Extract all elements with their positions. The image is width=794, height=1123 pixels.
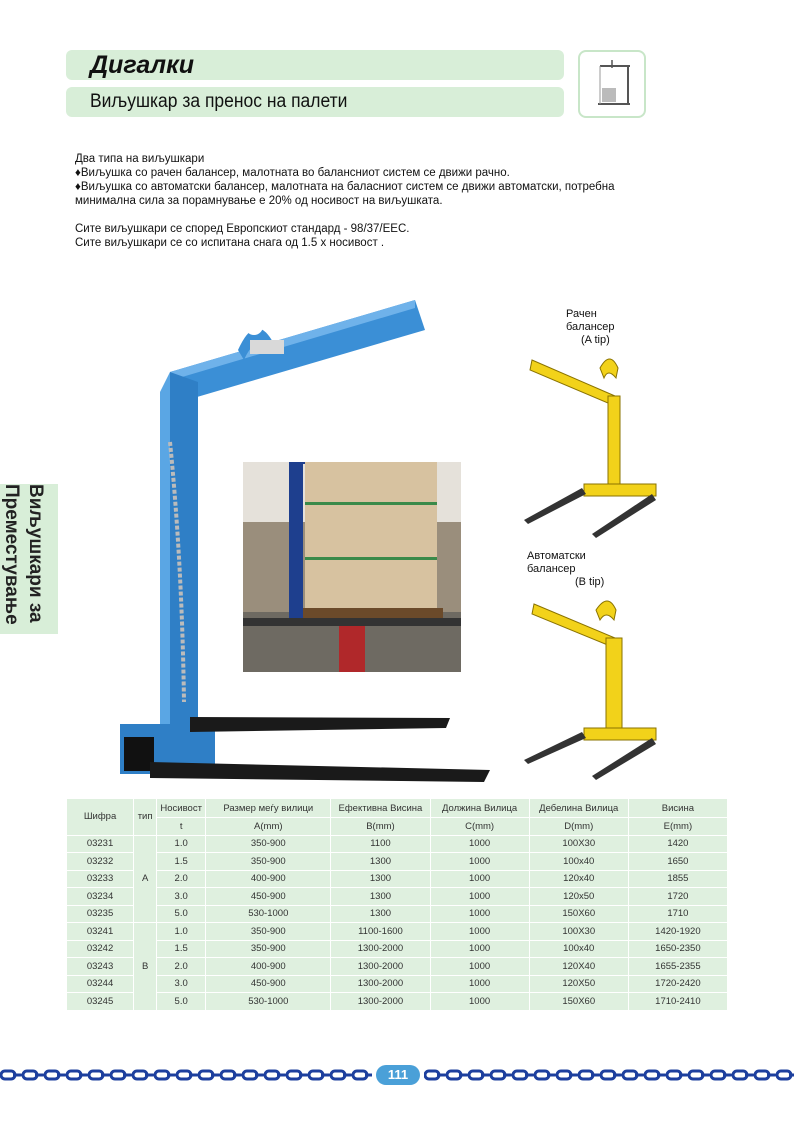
- side-tab-line2: Преместување: [1, 484, 22, 625]
- table-row: [67, 853, 727, 870]
- cell: 2.0: [157, 871, 205, 888]
- col-header-type: тип: [134, 799, 156, 835]
- spec-table: [66, 798, 728, 1011]
- cell: 1650: [629, 853, 727, 870]
- cell: 120X40: [530, 958, 628, 975]
- unit-cell: D(mm): [530, 818, 628, 835]
- table-row: [67, 976, 727, 993]
- title-band: [66, 50, 564, 80]
- table-header-row: [67, 799, 727, 817]
- table-row: [67, 923, 727, 940]
- col-header-height: Висина: [629, 799, 727, 817]
- cell-code: 03231: [67, 836, 133, 853]
- cell-code: 03242: [67, 941, 133, 958]
- caption-b: [527, 550, 604, 589]
- cell: 100x40: [530, 853, 628, 870]
- cell: 1720: [629, 888, 727, 905]
- cell: 1100-1600: [331, 923, 429, 940]
- cell: 1300: [331, 906, 429, 923]
- caption-a: [566, 308, 615, 347]
- cell: 1000: [431, 836, 529, 853]
- cell: 400-900: [206, 871, 330, 888]
- yellow-fork-b-image: [520, 594, 670, 784]
- crane-thumbnail-icon: [578, 50, 646, 118]
- unit-cell: C(mm): [431, 818, 529, 835]
- col-header-effective-height: Ефективна Висина: [331, 799, 429, 817]
- unit-cell: E(mm): [629, 818, 727, 835]
- cell-type-b: B: [134, 923, 156, 1010]
- yellow-fork-a-image: [520, 348, 670, 538]
- cell: 1000: [431, 923, 529, 940]
- subtitle-band: [66, 87, 564, 117]
- table-row: [67, 871, 727, 888]
- cell: 1000: [431, 993, 529, 1010]
- cell: 3.0: [157, 888, 205, 905]
- caption-a-line1: Рачен: [566, 308, 597, 320]
- cell: 1300-2000: [331, 958, 429, 975]
- page-title: Дигалки: [90, 51, 195, 79]
- intro-line: Два типа на виљушкари: [75, 153, 205, 165]
- cell: 1300-2000: [331, 976, 429, 993]
- cell: 1420-1920: [629, 923, 727, 940]
- cell: 2.0: [157, 958, 205, 975]
- cell-code: 03243: [67, 958, 133, 975]
- col-header-fork-spread: Размер мeѓу вилици: [206, 799, 330, 817]
- cell-code: 03241: [67, 923, 133, 940]
- caption-b-line3: (B tip): [575, 576, 605, 588]
- cell: 1420: [629, 836, 727, 853]
- side-tab-text: [0, 484, 58, 664]
- cell: 100X30: [530, 923, 628, 940]
- cell: 150X60: [530, 906, 628, 923]
- chain-left-decoration: [0, 1067, 372, 1083]
- cell: 5.0: [157, 906, 205, 923]
- cell: 1655-2355: [629, 958, 727, 975]
- table-row: [67, 958, 727, 975]
- cell-code: 03234: [67, 888, 133, 905]
- cell: 1720-2420: [629, 976, 727, 993]
- cell: 120X50: [530, 976, 628, 993]
- cell-code: 03233: [67, 871, 133, 888]
- cell-type-a: A: [134, 836, 156, 923]
- pallet-photo: [243, 462, 461, 672]
- cell: 1.5: [157, 941, 205, 958]
- cell: 1300: [331, 853, 429, 870]
- cell: 150X60: [530, 993, 628, 1010]
- intro-line: минимална сила за порамнување е 20% од носивост на виљушката.: [75, 195, 443, 207]
- unit-cell: t: [157, 818, 205, 835]
- cell: 3.0: [157, 976, 205, 993]
- intro-line: ♦Виљушка со автоматски балансер, малотната на баласниот систем се движи автоматски, потребна: [75, 181, 615, 193]
- caption-a-line2: балансер: [566, 321, 615, 333]
- cell: 100x40: [530, 941, 628, 958]
- cell: 450-900: [206, 888, 330, 905]
- cell: 400-900: [206, 958, 330, 975]
- intro-line: ♦Виљушка со рачен балансер, малотната во балансниот систем се движи рачно.: [75, 167, 510, 179]
- cell: 1710: [629, 906, 727, 923]
- cell: 1000: [431, 976, 529, 993]
- cell: 1300-2000: [331, 993, 429, 1010]
- cell: 450-900: [206, 976, 330, 993]
- cell-code: 03232: [67, 853, 133, 870]
- cell: 1650-2350: [629, 941, 727, 958]
- cell: 1710-2410: [629, 993, 727, 1010]
- intro-text: [75, 152, 615, 250]
- table-row: [67, 941, 727, 958]
- cell: 1300: [331, 871, 429, 888]
- col-header-fork-length: Должина Вилица: [431, 799, 529, 817]
- table-units-row: [67, 818, 727, 835]
- cell: 1300: [331, 888, 429, 905]
- col-header-capacity: Носивост: [157, 799, 205, 817]
- cell: 1000: [431, 906, 529, 923]
- col-header-code: Шифра: [67, 799, 133, 835]
- cell-code: 03245: [67, 993, 133, 1010]
- cell: 1000: [431, 941, 529, 958]
- cell: 1000: [431, 958, 529, 975]
- caption-a-line3: (A tip): [581, 334, 610, 346]
- page-number: 111: [376, 1065, 420, 1085]
- cell: 350-900: [206, 941, 330, 958]
- table-row: [67, 993, 727, 1010]
- table-row: [67, 836, 727, 853]
- col-header-fork-thickness: Дебелина Вилица: [530, 799, 628, 817]
- cell: 1000: [431, 871, 529, 888]
- caption-b-line1: Автоматски: [527, 550, 586, 562]
- table-row: [67, 888, 727, 905]
- cell-code: 03244: [67, 976, 133, 993]
- cell: 100X30: [530, 836, 628, 853]
- cell: 1.0: [157, 836, 205, 853]
- table-row: [67, 906, 727, 923]
- page-subtitle: Виљушкар за пренос на палети: [90, 91, 348, 112]
- cell: 120x50: [530, 888, 628, 905]
- intro-line: Сите виљушкари се со испитана снага од 1.5 x носивост .: [75, 237, 385, 249]
- cell: 350-900: [206, 836, 330, 853]
- cell: 120x40: [530, 871, 628, 888]
- side-tab-line1: Виљушкари за: [25, 484, 46, 623]
- cell: 1.0: [157, 923, 205, 940]
- cell: 1100: [331, 836, 429, 853]
- unit-cell: B(mm): [331, 818, 429, 835]
- cell-code: 03235: [67, 906, 133, 923]
- cell: 1000: [431, 888, 529, 905]
- cell: 1.5: [157, 853, 205, 870]
- cell: 1000: [431, 853, 529, 870]
- chain-right-decoration: [424, 1067, 794, 1083]
- intro-line: Сите виљушкари се според Европскиот стандард - 98/37/EEC.: [75, 223, 410, 235]
- caption-b-line2: балансер: [527, 563, 576, 575]
- cell: 530-1000: [206, 906, 330, 923]
- cell: 1855: [629, 871, 727, 888]
- unit-cell: A(mm): [206, 818, 330, 835]
- cell: 1300-2000: [331, 941, 429, 958]
- cell: 350-900: [206, 923, 330, 940]
- cell: 350-900: [206, 853, 330, 870]
- cell: 5.0: [157, 993, 205, 1010]
- cell: 530-1000: [206, 993, 330, 1010]
